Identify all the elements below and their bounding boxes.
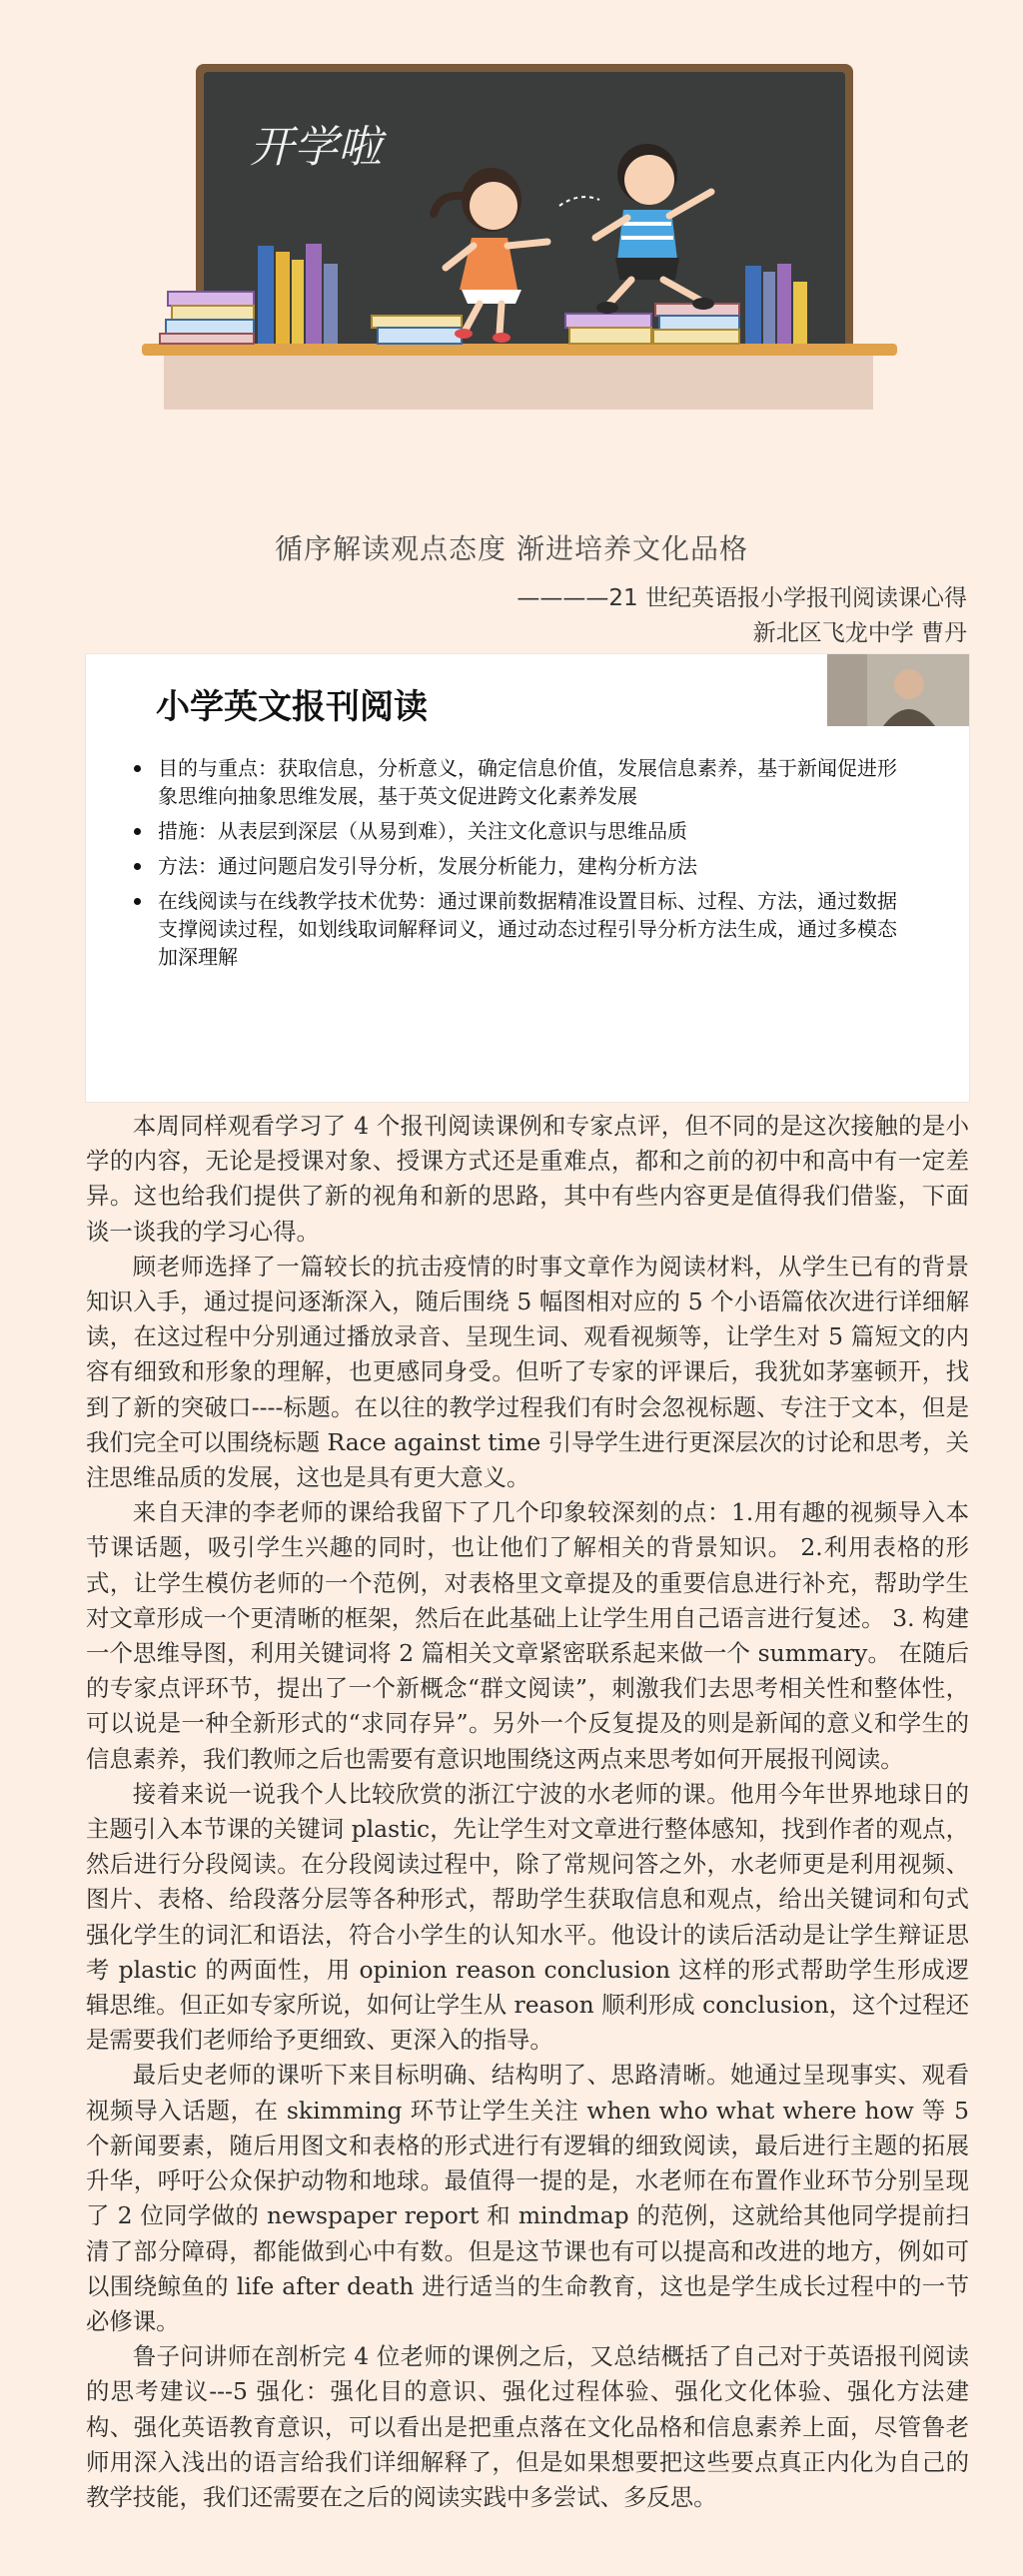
article-author: 新北区飞龙中学 曹丹	[752, 620, 967, 646]
slide-bullet: 在线阅读与在线教学技术优势：通过课前数据精准设置目标、过程、方法，通过数据支撑阅读过程，如划线取词解释词义，通过动态过程引导分析方法生成，通过多模态加深理解	[130, 887, 899, 971]
article-paragraph: 最后史老师的课听下来目标明确、结构明了、思路清晰。她通过呈现事实、观看视频导入话题，在 skimming 环节让学生关注 when who what where how 等 5 个新闻要素，随后用图文和表格的形式进行有逻辑的细致阅读，最后进行主题的拓展升华，呼吁公众保护动物和地球。最值得一提的是，水老师在布置作业环节分别呈现了 2 位同学做的 newspaper report 和 mindmap 的范例，这就给其他同学提前扫清了部分障碍，都能做到心中有数。但是这节课也有可以提高和改进的地方，例如可以围绕鲸鱼的 life after death 进行适当的生命教育，这也是学生成长过程中的一节必修课。	[86, 2061, 969, 2335]
article-paragraph: 本周同样观看学习了 4 个报刊阅读课例和专家点评，但不同的是这次接触的是小学的内容，无论是授课对象、授课方式还是重难点，都和之前的初中和高中有一定差异。这也给我们提供了新的视角和新的思路，其中有些内容更是值得我们借鉴，下面谈一谈我的学习心得。	[86, 1112, 969, 1246]
article-subtitle: ————21 世纪英语报小学报刊阅读课心得	[516, 585, 967, 611]
slide-bullet: 措施：从表层到深层（从易到难），关注文化意识与思维品质	[130, 817, 899, 845]
article-paragraph: 顾老师选择了一篇较长的抗击疫情的时事文章作为阅读材料，从学生已有的背景知识入手，通过提问逐渐深入，随后围绕 5 幅图相对应的 5 个小语篇依次进行详细解读，在这过程中分别通过播放录音、呈现生词、观看视频等，让学生对 5 篇短文的内容有细致和形象的理解，也更感同身受。但听了专家的评课后，我犹如茅塞顿开，找到了新的突破口----标题。在以往的教学过程我们有时会忽视标题、专注于文本，但是我们完全可以围绕标题 Race against time 引导学生进行更深层次的讨论和思考，关注思维品质的发展，这也是具有更大意义。	[86, 1252, 969, 1492]
slide-bullet: 目的与重点：获取信息，分析意义，确定信息价值，发展信息素养，基于新闻促进形象思维向抽象思维发展，基于英文促进跨文化素养发展	[130, 754, 899, 810]
article-paragraph: 来自天津的李老师的课给我留下了几个印象较深刻的点：1.用有趣的视频导入本节课话题，吸引学生兴趣的同时，也让他们了解相关的背景知识。 2.利用表格的形式，让学生模仿老师的一个范例，对表格里文章提及的重要信息进行补充，帮助学生对文章形成一个更清晰的框架，然后在此基础上让学生用自己语言进行复述。 3. 构建一个思维导图，利用关键词将 2 篇相关文章紧密联系起来做一个 summary。 在随后的专家点评环节，提出了一个新概念“群文阅读”，刺激我们去思考相关性和整体性，可以说是一种全新形式的“求同存异”。另外一个反复提及的则是新闻的意义和学生的信息素养，我们教师之后也需要有意识地围绕这两点来思考如何开展报刊阅读。	[86, 1498, 969, 1773]
board-shelf	[142, 344, 897, 356]
article-paragraph: 接着来说一说我个人比较欣赏的浙江宁波的水老师的课。他用今年世界地球日的主题引入本节课的关键词 plastic，先让学生对文章进行整体感知，找到作者的观点，然后进行分段阅读。在分段阅读过程中，除了常规问答之外，水老师更是利用视频、图片、表格、给段落分层等各种形式，帮助学生获取信息和观点，给出关键词和句式强化学生的词汇和语法，符合小学生的认知水平。他设计的读后活动是让学生辩证思考 plastic 的两面性，用 opinion reason conclusion 这样的形式帮助学生形成逻辑思维。但正如专家所说，如何让学生从 reason 顺利形成 conclusion，这个过程还是需要我们老师给予更细致、更深入的指导。	[86, 1779, 969, 2055]
article-body	[86, 1109, 969, 2515]
lecture-slide-image	[86, 654, 969, 1102]
speaker-webcam-thumbnail	[827, 654, 969, 726]
board-base	[164, 352, 873, 410]
slide-bullet: 方法：通过问题启发引导分析，发展分析能力，建构分析方法	[130, 852, 899, 880]
chalk-text: 开学啦	[250, 122, 382, 173]
article-title: 循序解读观点态度 渐进培养文化品格	[275, 532, 748, 565]
slide-title: 小学英文报刊阅读	[156, 687, 428, 727]
article-paragraph: 鲁子问讲师在剖析完 4 位老师的课例之后，又总结概括了自己对于英语报刊阅读的思考建议---5 强化：强化目的意识、强化过程体验、强化文化体验、强化方法建构、强化英语教育意识，可以看出是把重点落在文化品格和信息素养上面，尽管鲁老师用深入浅出的语言给我们详细解释了，但是如果想要把这些要点真正内化为自己的教学技能，我们还需要在之后的阅读实践中多尝试、多反思。	[86, 2342, 969, 2511]
banner-illustration	[0, 0, 1023, 469]
slide-bullet-list	[130, 754, 899, 978]
